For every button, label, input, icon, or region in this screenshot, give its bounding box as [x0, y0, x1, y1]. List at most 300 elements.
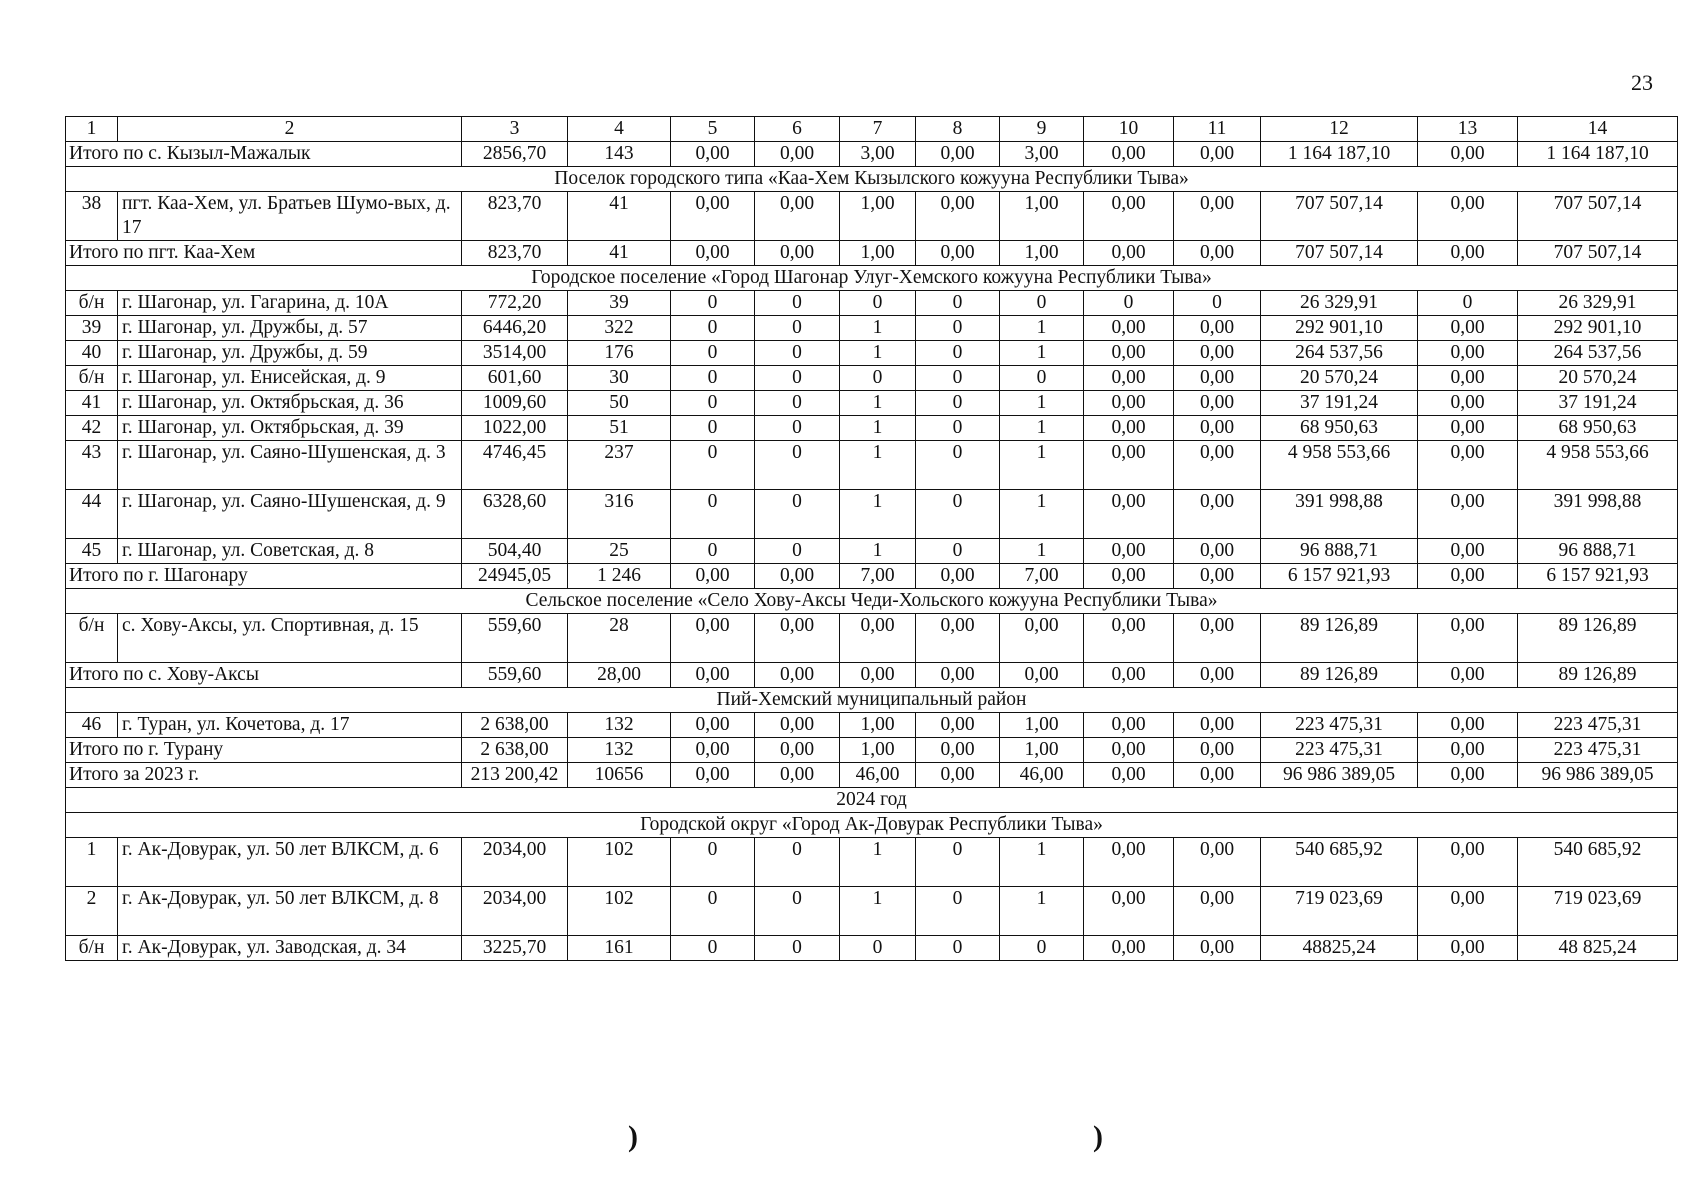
value-cell: 68 950,63: [1518, 416, 1678, 441]
value-cell: 0,00: [1174, 490, 1261, 539]
section-title: Поселок городского типа «Каа-Хем Кызылского кожууна Республики Тыва»: [66, 167, 1678, 192]
value-cell: 1: [840, 391, 916, 416]
value-cell: 89 126,89: [1261, 663, 1418, 688]
value-cell: 1: [1000, 838, 1084, 887]
value-cell: 0,00: [1174, 738, 1261, 763]
value-cell: 0: [755, 539, 840, 564]
value-cell: 1022,00: [462, 416, 568, 441]
value-cell: 559,60: [462, 663, 568, 688]
value-cell: 0: [916, 366, 1000, 391]
total-label: Итого по г. Турану: [66, 738, 462, 763]
value-cell: 0,00: [755, 241, 840, 266]
value-cell: 0,00: [1418, 838, 1518, 887]
table-row: [66, 416, 1678, 441]
value-cell: 0,00: [1418, 366, 1518, 391]
value-cell: 96 986 389,05: [1261, 763, 1418, 788]
value-cell: 0,00: [1418, 241, 1518, 266]
value-cell: 391 998,88: [1518, 490, 1678, 539]
value-cell: 0,00: [755, 142, 840, 167]
value-cell: 1009,60: [462, 391, 568, 416]
value-cell: 1 246: [568, 564, 671, 589]
value-cell: 132: [568, 713, 671, 738]
value-cell: 707 507,14: [1261, 192, 1418, 241]
address-cell: с. Хову-Аксы, ул. Спортивная, д. 15: [118, 614, 462, 663]
value-cell: 96 888,71: [1518, 539, 1678, 564]
value-cell: 1,00: [1000, 738, 1084, 763]
value-cell: 0,00: [1418, 316, 1518, 341]
address-cell: г. Ак-Довурак, ул. 50 лет ВЛКСМ, д. 6: [118, 838, 462, 887]
value-cell: 4746,45: [462, 441, 568, 490]
value-cell: 0,00: [1418, 490, 1518, 539]
value-cell: 6 157 921,93: [1518, 564, 1678, 589]
value-cell: 0: [671, 366, 755, 391]
value-cell: 41: [568, 192, 671, 241]
value-cell: 28: [568, 614, 671, 663]
value-cell: 0: [1000, 291, 1084, 316]
value-cell: 1: [840, 441, 916, 490]
value-cell: 540 685,92: [1518, 838, 1678, 887]
value-cell: 0,00: [1418, 936, 1518, 961]
value-cell: 0,00: [916, 738, 1000, 763]
table-row: [66, 490, 1678, 539]
value-cell: 0,00: [1418, 441, 1518, 490]
value-cell: 1,00: [840, 241, 916, 266]
value-cell: 1,00: [1000, 241, 1084, 266]
row-number: 39: [66, 316, 118, 341]
row-number: 38: [66, 192, 118, 241]
value-cell: 2034,00: [462, 838, 568, 887]
value-cell: 37 191,24: [1261, 391, 1418, 416]
value-cell: 0,00: [1418, 738, 1518, 763]
value-cell: 0,00: [916, 713, 1000, 738]
table-row: [66, 366, 1678, 391]
total-row: [66, 738, 1678, 763]
value-cell: 1: [1000, 490, 1084, 539]
value-cell: 0,00: [1174, 936, 1261, 961]
value-cell: 0,00: [1174, 241, 1261, 266]
total-label: Итого по г. Шагонару: [66, 564, 462, 589]
value-cell: 0,00: [671, 142, 755, 167]
header-cell: 8: [916, 117, 1000, 142]
header-cell: 9: [1000, 117, 1084, 142]
value-cell: 0,00: [755, 663, 840, 688]
value-cell: 6 157 921,93: [1261, 564, 1418, 589]
value-cell: 39: [568, 291, 671, 316]
value-cell: 50: [568, 391, 671, 416]
value-cell: 102: [568, 838, 671, 887]
value-cell: 0,00: [1084, 738, 1174, 763]
total-label: Итого по с. Кызыл-Мажалык: [66, 142, 462, 167]
value-cell: 176: [568, 341, 671, 366]
value-cell: 0,00: [1418, 416, 1518, 441]
value-cell: 0: [916, 341, 1000, 366]
value-cell: 0: [1418, 291, 1518, 316]
value-cell: 0,00: [1174, 142, 1261, 167]
value-cell: 0,00: [1084, 192, 1174, 241]
value-cell: 26 329,91: [1261, 291, 1418, 316]
value-cell: 0,00: [1084, 241, 1174, 266]
value-cell: 102: [568, 887, 671, 936]
value-cell: 89 126,89: [1518, 663, 1678, 688]
table-body: [66, 117, 1678, 961]
row-number: 46: [66, 713, 118, 738]
value-cell: 0,00: [1174, 192, 1261, 241]
value-cell: 0,00: [916, 763, 1000, 788]
value-cell: 707 507,14: [1261, 241, 1418, 266]
address-cell: г. Ак-Довурак, ул. 50 лет ВЛКСМ, д. 8: [118, 887, 462, 936]
total-label: Итого по с. Хову-Аксы: [66, 663, 462, 688]
value-cell: 0,00: [1084, 838, 1174, 887]
value-cell: 322: [568, 316, 671, 341]
value-cell: 0,00: [671, 564, 755, 589]
value-cell: 0: [840, 936, 916, 961]
value-cell: 0: [1174, 291, 1261, 316]
section-title: Городское поселение «Город Шагонар Улуг-Хемского кожууна Республики Тыва»: [66, 266, 1678, 291]
table-row: [66, 291, 1678, 316]
value-cell: 2034,00: [462, 887, 568, 936]
table-row: [66, 441, 1678, 490]
value-cell: 4 958 553,66: [1518, 441, 1678, 490]
value-cell: 264 537,56: [1261, 341, 1418, 366]
table-row: [66, 838, 1678, 887]
total-row: [66, 142, 1678, 167]
value-cell: 0: [755, 366, 840, 391]
value-cell: 1: [1000, 416, 1084, 441]
value-cell: 0,00: [1174, 341, 1261, 366]
header-cell: 11: [1174, 117, 1261, 142]
table-row: [66, 539, 1678, 564]
value-cell: 0,00: [916, 663, 1000, 688]
value-cell: 559,60: [462, 614, 568, 663]
value-cell: 0,00: [916, 564, 1000, 589]
value-cell: 1: [1000, 887, 1084, 936]
value-cell: 0: [1000, 936, 1084, 961]
header-cell: 13: [1418, 117, 1518, 142]
value-cell: 0: [916, 316, 1000, 341]
value-cell: 7,00: [840, 564, 916, 589]
value-cell: 0,00: [1174, 366, 1261, 391]
value-cell: 20 570,24: [1261, 366, 1418, 391]
value-cell: 4 958 553,66: [1261, 441, 1418, 490]
value-cell: 0,00: [1084, 936, 1174, 961]
value-cell: 0,00: [755, 713, 840, 738]
value-cell: 89 126,89: [1261, 614, 1418, 663]
table-row: [66, 316, 1678, 341]
address-cell: г. Шагонар, ул. Гагарина, д. 10А: [118, 291, 462, 316]
value-cell: 0,00: [1174, 713, 1261, 738]
total-row: [66, 663, 1678, 688]
value-cell: 0: [916, 539, 1000, 564]
value-cell: 0,00: [671, 663, 755, 688]
value-cell: 6328,60: [462, 490, 568, 539]
value-cell: 0: [1084, 291, 1174, 316]
value-cell: 0: [755, 838, 840, 887]
value-cell: 1,00: [840, 738, 916, 763]
value-cell: 391 998,88: [1261, 490, 1418, 539]
value-cell: 0,00: [671, 713, 755, 738]
row-number: 43: [66, 441, 118, 490]
value-cell: 0: [916, 391, 1000, 416]
value-cell: 1,00: [840, 713, 916, 738]
value-cell: 0,00: [1084, 142, 1174, 167]
value-cell: 2856,70: [462, 142, 568, 167]
row-number: 44: [66, 490, 118, 539]
section-row: [66, 167, 1678, 192]
value-cell: 0,00: [1084, 441, 1174, 490]
value-cell: 1,00: [1000, 713, 1084, 738]
row-number: 45: [66, 539, 118, 564]
header-cell: 12: [1261, 117, 1418, 142]
value-cell: 0,00: [671, 614, 755, 663]
value-cell: 0: [671, 441, 755, 490]
value-cell: 223 475,31: [1261, 713, 1418, 738]
address-cell: г. Шагонар, ул. Дружбы, д. 57: [118, 316, 462, 341]
value-cell: 0,00: [1418, 539, 1518, 564]
value-cell: 823,70: [462, 192, 568, 241]
address-cell: г. Шагонар, ул. Енисейская, д. 9: [118, 366, 462, 391]
value-cell: 46,00: [840, 763, 916, 788]
value-cell: 0: [916, 291, 1000, 316]
section-row: [66, 688, 1678, 713]
value-cell: 0,00: [916, 192, 1000, 241]
value-cell: 3,00: [840, 142, 916, 167]
value-cell: 0,00: [1084, 366, 1174, 391]
value-cell: 0: [755, 391, 840, 416]
value-cell: 0,00: [1084, 490, 1174, 539]
total-row: [66, 763, 1678, 788]
value-cell: 28,00: [568, 663, 671, 688]
address-cell: г. Шагонар, ул. Октябрьская, д. 36: [118, 391, 462, 416]
value-cell: 1: [1000, 539, 1084, 564]
value-cell: 1,00: [840, 192, 916, 241]
value-cell: 0: [671, 291, 755, 316]
value-cell: 0: [671, 416, 755, 441]
value-cell: 0,00: [755, 192, 840, 241]
header-cell: 10: [1084, 117, 1174, 142]
value-cell: 0,00: [1418, 142, 1518, 167]
value-cell: 37 191,24: [1518, 391, 1678, 416]
bottom-mark: ): [628, 1120, 638, 1153]
value-cell: 1: [840, 539, 916, 564]
row-number: 2: [66, 887, 118, 936]
table-row: [66, 614, 1678, 663]
value-cell: 1: [840, 490, 916, 539]
value-cell: 0,00: [1174, 663, 1261, 688]
value-cell: 0: [755, 490, 840, 539]
value-cell: 3514,00: [462, 341, 568, 366]
value-cell: 504,40: [462, 539, 568, 564]
value-cell: 540 685,92: [1261, 838, 1418, 887]
value-cell: 25: [568, 539, 671, 564]
header-cell: 5: [671, 117, 755, 142]
value-cell: 0,00: [1174, 614, 1261, 663]
value-cell: 0,00: [1000, 614, 1084, 663]
value-cell: 46,00: [1000, 763, 1084, 788]
value-cell: 48825,24: [1261, 936, 1418, 961]
value-cell: 0: [840, 366, 916, 391]
header-cell: 7: [840, 117, 916, 142]
value-cell: 2 638,00: [462, 713, 568, 738]
section-title: 2024 год: [66, 788, 1678, 813]
value-cell: 1: [840, 838, 916, 887]
value-cell: 0,00: [1084, 663, 1174, 688]
value-cell: 143: [568, 142, 671, 167]
value-cell: 0,00: [1418, 564, 1518, 589]
value-cell: 0,00: [755, 738, 840, 763]
value-cell: 0: [671, 391, 755, 416]
value-cell: 1: [840, 416, 916, 441]
value-cell: 237: [568, 441, 671, 490]
value-cell: 719 023,69: [1518, 887, 1678, 936]
value-cell: 0,00: [1084, 614, 1174, 663]
table-row: [66, 192, 1678, 241]
value-cell: 161: [568, 936, 671, 961]
value-cell: 0: [671, 316, 755, 341]
total-row: [66, 241, 1678, 266]
address-cell: г. Шагонар, ул. Дружбы, д. 59: [118, 341, 462, 366]
address-cell: г. Шагонар, ул. Саяно-Шушенская, д. 9: [118, 490, 462, 539]
address-cell: г. Шагонар, ул. Саяно-Шушенская, д. 3: [118, 441, 462, 490]
value-cell: 0: [671, 936, 755, 961]
value-cell: 89 126,89: [1518, 614, 1678, 663]
value-cell: 0,00: [1084, 316, 1174, 341]
value-cell: 707 507,14: [1518, 192, 1678, 241]
section-row: [66, 813, 1678, 838]
value-cell: 264 537,56: [1518, 341, 1678, 366]
value-cell: 601,60: [462, 366, 568, 391]
value-cell: 6446,20: [462, 316, 568, 341]
value-cell: 0: [1000, 366, 1084, 391]
value-cell: 707 507,14: [1518, 241, 1678, 266]
table-row: [66, 713, 1678, 738]
value-cell: 0,00: [1418, 663, 1518, 688]
value-cell: 223 475,31: [1518, 713, 1678, 738]
value-cell: 1: [1000, 316, 1084, 341]
address-cell: г. Туран, ул. Кочетова, д. 17: [118, 713, 462, 738]
value-cell: 1: [840, 316, 916, 341]
address-cell: г. Шагонар, ул. Советская, д. 8: [118, 539, 462, 564]
value-cell: 0,00: [1084, 763, 1174, 788]
value-cell: 96 888,71: [1261, 539, 1418, 564]
row-number: 41: [66, 391, 118, 416]
row-number: б/н: [66, 291, 118, 316]
value-cell: 0,00: [840, 614, 916, 663]
value-cell: 223 475,31: [1518, 738, 1678, 763]
value-cell: 7,00: [1000, 564, 1084, 589]
value-cell: 213 200,42: [462, 763, 568, 788]
total-label: Итого по пгт. Каа-Хем: [66, 241, 462, 266]
value-cell: 0: [916, 490, 1000, 539]
value-cell: 0,00: [755, 763, 840, 788]
value-cell: 1: [1000, 441, 1084, 490]
value-cell: 0,00: [671, 738, 755, 763]
bottom-mark: ): [1093, 1120, 1103, 1153]
value-cell: 0,00: [1418, 713, 1518, 738]
value-cell: 0,00: [1418, 192, 1518, 241]
funding-table: [65, 116, 1678, 961]
value-cell: 0,00: [755, 614, 840, 663]
value-cell: 0,00: [671, 192, 755, 241]
header-row: [66, 117, 1678, 142]
header-cell: 14: [1518, 117, 1678, 142]
value-cell: 0: [755, 416, 840, 441]
value-cell: 0: [755, 341, 840, 366]
section-title: Сельское поселение «Село Хову-Аксы Чеди-Хольского кожууна Республики Тыва»: [66, 589, 1678, 614]
address-cell: г. Шагонар, ул. Октябрьская, д. 39: [118, 416, 462, 441]
value-cell: 48 825,24: [1518, 936, 1678, 961]
table-row: [66, 391, 1678, 416]
total-row: [66, 564, 1678, 589]
value-cell: 0,00: [1174, 441, 1261, 490]
row-number: б/н: [66, 366, 118, 391]
value-cell: 1: [1000, 391, 1084, 416]
value-cell: 0,00: [1174, 416, 1261, 441]
value-cell: 0,00: [1174, 539, 1261, 564]
value-cell: 0: [671, 490, 755, 539]
value-cell: 0,00: [1174, 316, 1261, 341]
value-cell: 0,00: [1084, 564, 1174, 589]
value-cell: 0: [671, 341, 755, 366]
page-number: 23: [1631, 70, 1653, 95]
value-cell: 0,00: [1084, 539, 1174, 564]
value-cell: 0: [916, 416, 1000, 441]
header-cell: 2: [118, 117, 462, 142]
section-title: Городской округ «Город Ак-Довурак Республики Тыва»: [66, 813, 1678, 838]
value-cell: 20 570,24: [1518, 366, 1678, 391]
row-number: 40: [66, 341, 118, 366]
value-cell: 10656: [568, 763, 671, 788]
value-cell: 30: [568, 366, 671, 391]
value-cell: 823,70: [462, 241, 568, 266]
value-cell: 24945,05: [462, 564, 568, 589]
value-cell: 0,00: [1084, 887, 1174, 936]
value-cell: 0: [916, 936, 1000, 961]
value-cell: 1: [840, 341, 916, 366]
value-cell: 3225,70: [462, 936, 568, 961]
value-cell: 0: [916, 441, 1000, 490]
value-cell: 1: [840, 887, 916, 936]
value-cell: 772,20: [462, 291, 568, 316]
value-cell: 132: [568, 738, 671, 763]
value-cell: 0: [755, 441, 840, 490]
value-cell: 0,00: [1174, 391, 1261, 416]
value-cell: 719 023,69: [1261, 887, 1418, 936]
value-cell: 2 638,00: [462, 738, 568, 763]
value-cell: 0,00: [1174, 564, 1261, 589]
address-cell: г. Ак-Довурак, ул. Заводская, д. 34: [118, 936, 462, 961]
value-cell: 223 475,31: [1261, 738, 1418, 763]
value-cell: 1,00: [1000, 192, 1084, 241]
value-cell: 0: [840, 291, 916, 316]
value-cell: 0,00: [1418, 391, 1518, 416]
value-cell: 68 950,63: [1261, 416, 1418, 441]
value-cell: 3,00: [1000, 142, 1084, 167]
value-cell: 0,00: [916, 241, 1000, 266]
header-cell: 6: [755, 117, 840, 142]
section-row: [66, 788, 1678, 813]
value-cell: 1 164 187,10: [1518, 142, 1678, 167]
value-cell: 0,00: [1084, 713, 1174, 738]
value-cell: 0,00: [916, 142, 1000, 167]
value-cell: 0,00: [1084, 416, 1174, 441]
value-cell: 0,00: [755, 564, 840, 589]
value-cell: 0,00: [1084, 391, 1174, 416]
value-cell: 0: [916, 887, 1000, 936]
value-cell: 0,00: [916, 614, 1000, 663]
value-cell: 0,00: [1418, 614, 1518, 663]
row-number: 1: [66, 838, 118, 887]
value-cell: 51: [568, 416, 671, 441]
